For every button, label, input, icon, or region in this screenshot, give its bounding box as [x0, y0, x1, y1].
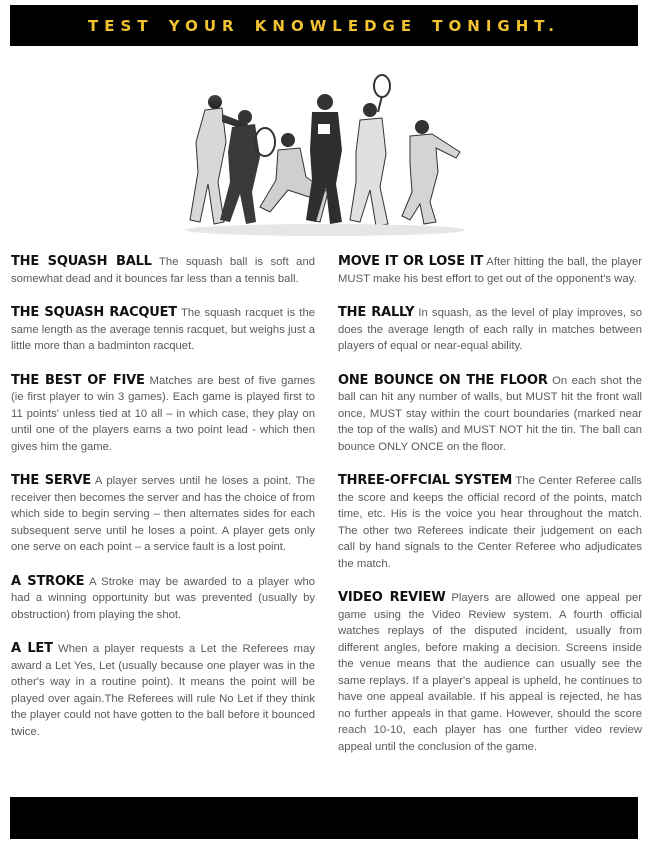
section-move-it	[338, 254, 642, 287]
bottom-banner	[10, 797, 638, 839]
section-heading: THE SQUASH RACQUET	[11, 305, 177, 320]
section-heading: ONE BOUNCE ON THE FLOOR	[338, 372, 548, 388]
squash-players-illustration	[160, 72, 480, 242]
section-serve	[11, 473, 315, 556]
section-body: Players are allowed one appeal per game using the Video Review system. A fourth official watches replays of the disputed incident, usually from different angles, before making a decision. Screens inside the venue means that the audience can usually see the same replays. If a player's appeal is upheld, he continues to have one appeal available. If his appeal is rejected, he has no further appeals in that game. However, should the score reach 10-10, each player has one further video review appeal until the conclusion of the game.	[338, 592, 642, 753]
section-body: Matches are best of five games (ie first player to win 3 games). Each game is played first to 11 points' unless tied at 10 all – in which case, they play on until one of the players earns a two point lead - which then gives him the game.	[11, 374, 315, 453]
section-heading: A LET	[11, 641, 53, 656]
section-body: In squash, as the level of play improves, so does the average length of each rally in matches between players of equal or near-equal ability.	[338, 307, 642, 352]
section-body: The Center Referee calls the score and keeps the official record of the points, match time, etc. His is the voice you hear throughout the match. The other two Referees indicate their judgement on each call by hand signals to the Center Referee who adjudicates the match.	[338, 475, 642, 570]
section-body: On each shot the ball can hit any number of walls, but MUST hit the front wall once, MUST stay within the court boundaries (marked near the top of the walls) and MUST NOT hit the tin. The ball can bounce ONLY ONCE on the floor.	[338, 374, 642, 453]
banner-title: TEST YOUR KNOWLEDGE TONIGHT.	[88, 16, 560, 35]
section-body: A player serves until he loses a point. The receiver then becomes the server and has the choice of from which side to begin serving – then alternates sides for each subsequent serve until he loses a point. A player gets only one serve on each point – a service fault is a lost point.	[11, 475, 315, 553]
section-squash-ball	[11, 254, 315, 287]
section-stroke	[11, 574, 315, 624]
section-heading: THE RALLY	[338, 305, 415, 320]
section-heading: VIDEO REVIEW	[338, 590, 446, 605]
section-body: After hitting the ball, the player MUST make his best effort to get out of the opponent's way.	[338, 256, 642, 285]
section-body: A Stroke may be awarded to a player who had a winning opportunity but was prevented (usually by obstruction) from playing the shot.	[11, 575, 316, 621]
section-heading: THREE-OFFCIAL SYSTEM	[338, 473, 513, 488]
players-photo	[160, 72, 480, 242]
section-heading: MOVE IT OR LOSE IT	[338, 254, 484, 269]
section-body: The squash ball is soft and somewhat dead and it bounces far less than a tennis ball.	[11, 256, 316, 285]
section-heading: THE SERVE	[11, 473, 91, 488]
section-video-review	[338, 590, 642, 755]
section-rally	[338, 305, 642, 355]
top-banner	[10, 5, 638, 46]
section-heading: A STROKE	[11, 573, 85, 589]
left-column	[11, 254, 315, 758]
section-three-official	[338, 473, 642, 572]
section-heading: THE SQUASH BALL	[11, 254, 152, 269]
section-body: The squash racquet is the same length as the average tennis racquet, but weighs just a little more than a badminton racquet.	[11, 307, 316, 352]
section-squash-racquet	[11, 305, 315, 355]
section-let	[11, 641, 315, 740]
right-column	[338, 254, 642, 773]
section-body: When a player requests a Let the Referees may award a Let Yes, Let (usually because one player was in the other's way in a routine point). It means the point will be played over again.The Referees will rule No Let if they think the player could not have gotten to the ball before it bounced twice.	[11, 643, 316, 738]
section-one-bounce	[338, 373, 642, 456]
section-best-of-five	[11, 373, 315, 456]
section-heading: THE BEST OF FIVE	[11, 372, 145, 388]
